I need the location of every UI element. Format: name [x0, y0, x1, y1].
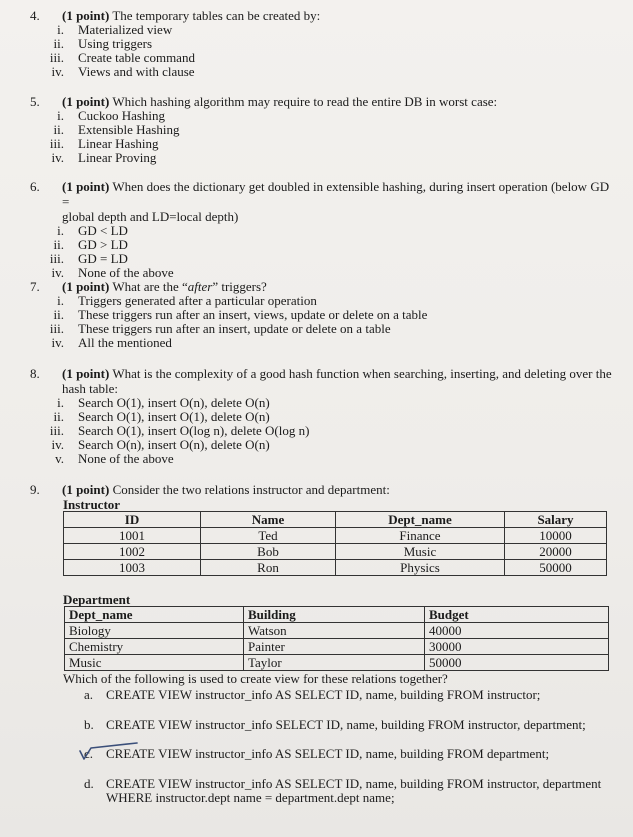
option-marker: i. [57, 293, 64, 308]
option-item [30, 252, 613, 266]
table-cell: 10000 [505, 528, 607, 544]
question-points: (1 point) [62, 8, 110, 23]
option-item [30, 452, 613, 466]
option-item [30, 224, 613, 238]
question-text: When does the dictionary get doubled in extensible hashing, during insert operation (below GD = [62, 179, 610, 209]
table-row [65, 655, 609, 671]
table-cell: Watson [244, 623, 425, 639]
question-number: 4. [30, 8, 40, 23]
question-text-continued: global depth and LD=local depth) [62, 209, 239, 224]
column-header: Building [244, 607, 425, 623]
question-4 [30, 8, 613, 79]
choice-text: CREATE VIEW instructor_info AS SELECT ID, name, building FROM instructor, department WHERE instructor.dept name = department.dept name; [106, 776, 602, 805]
table-cell: Taylor [244, 655, 425, 671]
question-number: 6. [30, 179, 40, 194]
option-item [30, 322, 613, 336]
table-cell: 50000 [425, 655, 609, 671]
question-text-start: What are the “ [112, 279, 188, 294]
question-text: Which hashing algorithm may require to read the entire DB in worst case: [112, 94, 498, 109]
choice-text: CREATE VIEW instructor_info AS SELECT ID, name, building FROM department; [106, 746, 550, 761]
question-number: 9. [30, 482, 40, 497]
table-row [64, 544, 607, 560]
option-text: Search O(1), insert O(n), delete O(n) [78, 395, 270, 410]
option-text: Using triggers [78, 36, 153, 51]
column-header: ID [64, 512, 201, 528]
option-text: Create table command [78, 50, 195, 65]
question-6 [30, 179, 613, 280]
department-table [64, 606, 609, 671]
option-marker: ii. [53, 237, 64, 252]
option-item [30, 37, 613, 51]
table-cell: 50000 [505, 560, 607, 576]
option-text: These triggers run after an insert, update or delete on a table [78, 321, 391, 336]
option-text: Cuckoo Hashing [78, 108, 166, 123]
choice-marker: c. [84, 746, 94, 761]
option-text: None of the above [78, 265, 174, 280]
option-item [30, 336, 613, 350]
question-9-prompt: Which of the following is used to create view for these relations together? [63, 671, 448, 686]
option-item [30, 438, 613, 452]
question-7 [30, 279, 613, 350]
question-9 [30, 482, 613, 497]
question-points: (1 point) [62, 94, 110, 109]
option-marker: i. [57, 108, 64, 123]
column-header: Budget [425, 607, 609, 623]
column-header: Dept_name [65, 607, 244, 623]
option-item [30, 396, 613, 410]
option-marker: i. [57, 223, 64, 238]
option-item [30, 65, 613, 79]
option-list [30, 396, 613, 466]
column-header: Name [201, 512, 336, 528]
column-header: Dept_name [336, 512, 505, 528]
option-item [30, 51, 613, 65]
option-text: Triggers generated after a particular operation [78, 293, 317, 308]
table-cell: Physics [336, 560, 505, 576]
option-text: All the mentioned [78, 335, 172, 350]
option-text: These triggers run after an insert, views, update or delete on a table [78, 307, 428, 322]
option-marker: iii. [49, 136, 64, 151]
table-cell: 1002 [64, 544, 201, 560]
question-text-end: ” triggers? [212, 279, 267, 294]
option-text: Materialized view [78, 22, 173, 37]
choice-marker: a. [84, 687, 94, 702]
option-list [30, 23, 613, 79]
table-cell: Ted [201, 528, 336, 544]
table-cell: 1003 [64, 560, 201, 576]
choice-c [84, 747, 607, 761]
question-text-continued: hash table: [62, 381, 118, 396]
question-5 [30, 94, 613, 165]
column-header: Salary [505, 512, 607, 528]
option-marker: ii. [53, 409, 64, 424]
question-number: 8. [30, 366, 40, 381]
choice-marker: b. [84, 717, 94, 732]
question-number: 5. [30, 94, 40, 109]
option-marker: iii. [49, 50, 64, 65]
table-cell: 30000 [425, 639, 609, 655]
question-text-emphasis: after [187, 279, 213, 294]
option-marker: ii. [53, 122, 64, 137]
table-cell: Biology [65, 623, 244, 639]
table-cell: Finance [336, 528, 505, 544]
choice-marker: d. [84, 776, 94, 791]
question-text: The temporary tables can be created by: [112, 8, 321, 23]
option-list [30, 109, 613, 165]
option-marker: ii. [53, 307, 64, 322]
table-row [65, 639, 609, 655]
choice-a [84, 688, 607, 702]
option-item [30, 308, 613, 322]
question-8 [30, 366, 613, 466]
table-cell: 40000 [425, 623, 609, 639]
table-header-row [64, 512, 607, 528]
option-text: Search O(n), insert O(n), delete O(n) [78, 437, 270, 452]
table-cell: 1001 [64, 528, 201, 544]
question-points: (1 point) [62, 366, 110, 381]
question-points: (1 point) [62, 482, 110, 497]
option-text: GD < LD [78, 223, 128, 238]
option-marker: iii. [49, 423, 64, 438]
table-cell: Music [65, 655, 244, 671]
option-text: Search O(1), insert O(1), delete O(n) [78, 409, 270, 424]
option-marker: iv. [51, 64, 64, 79]
option-text: None of the above [78, 451, 174, 466]
instructor-table [63, 511, 607, 576]
handwritten-check-icon [79, 742, 139, 762]
option-item [30, 123, 613, 137]
choice-d [84, 777, 607, 805]
option-item [30, 238, 613, 252]
option-item [30, 23, 613, 37]
table-cell: Chemistry [65, 639, 244, 655]
question-text: What is the complexity of a good hash function when searching, inserting, and deleting over the [112, 366, 612, 381]
option-list [30, 224, 613, 280]
choice-text: CREATE VIEW instructor_info AS SELECT ID, name, building FROM instructor; [106, 687, 541, 702]
option-text: Search O(1), insert O(log n), delete O(log n) [78, 423, 310, 438]
option-marker: iii. [49, 321, 64, 336]
table-cell: Music [336, 544, 505, 560]
option-text: Views and with clause [78, 64, 195, 79]
question-number: 7. [30, 279, 40, 294]
department-table-title: Department [63, 592, 131, 607]
option-item [30, 424, 613, 438]
question-points: (1 point) [62, 279, 110, 294]
table-cell: Ron [201, 560, 336, 576]
table-cell: 20000 [505, 544, 607, 560]
option-marker: i. [57, 395, 64, 410]
option-marker: i. [57, 22, 64, 37]
table-cell: Painter [244, 639, 425, 655]
choice-text: CREATE VIEW instructor_info SELECT ID, name, building FROM instructor, department; [106, 717, 586, 732]
table-row [64, 560, 607, 576]
option-list [30, 294, 613, 350]
option-item [30, 294, 613, 308]
option-marker: iii. [49, 251, 64, 266]
option-marker: ii. [53, 36, 64, 51]
option-item [30, 109, 613, 123]
table-cell: Bob [201, 544, 336, 560]
option-text: GD > LD [78, 237, 128, 252]
table-row [64, 528, 607, 544]
question-text: Consider the two relations instructor and department: [112, 482, 390, 497]
option-text: Linear Proving [78, 150, 157, 165]
instructor-table-title: Instructor [63, 497, 121, 512]
option-item [30, 410, 613, 424]
option-text: GD = LD [78, 251, 128, 266]
option-marker: iv. [51, 265, 64, 280]
option-item [30, 151, 613, 165]
option-text: Extensible Hashing [78, 122, 180, 137]
option-marker: v. [55, 451, 64, 466]
option-item [30, 137, 613, 151]
option-text: Linear Hashing [78, 136, 159, 151]
option-item [30, 266, 613, 280]
question-points: (1 point) [62, 179, 110, 194]
choice-b [84, 718, 607, 732]
option-marker: iv. [51, 150, 64, 165]
option-marker: iv. [51, 335, 64, 350]
table-row [65, 623, 609, 639]
table-header-row [65, 607, 609, 623]
option-marker: iv. [51, 437, 64, 452]
